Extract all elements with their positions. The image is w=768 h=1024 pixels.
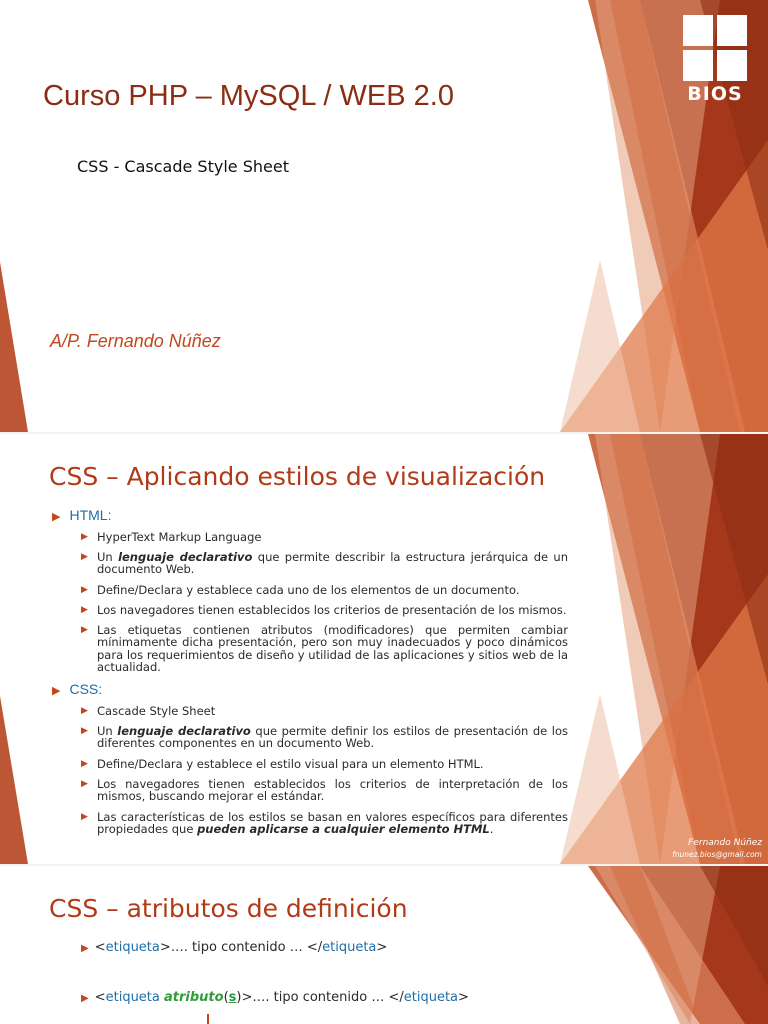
slide-heading: CSS – atributos de definición xyxy=(49,894,408,923)
list-item: ▶ Los navegadores tienen establecidos los criterios de interpretación de los mismos, buscando mejorar el estándar. xyxy=(81,777,568,804)
list-item: ▶ Los navegadores tienen establecidos los criterios de presentación de los mismos. xyxy=(81,603,567,617)
bullet-triangle-icon: ▶ xyxy=(81,585,88,595)
bullet-triangle-icon: ▶ xyxy=(52,511,61,523)
slide-heading: CSS – Aplicando estilos de visualización xyxy=(49,462,546,491)
presentation-title: Curso PHP – MySQL / WEB 2.0 xyxy=(43,80,454,112)
logo-text: BIOS xyxy=(687,83,743,105)
list-item: ▶ HyperText Markup Language xyxy=(81,530,262,544)
pointer-line xyxy=(207,1014,209,1024)
bios-logo xyxy=(683,15,747,105)
slide-css-attributes xyxy=(0,866,768,1024)
list-item: ▶ Define/Declara y establece el estilo visual para un elemento HTML. xyxy=(81,757,484,771)
bullet-triangle-icon: ▶ xyxy=(81,812,88,822)
bullet-triangle-icon: ▶ xyxy=(81,726,88,736)
bullet-triangle-icon: ▶ xyxy=(81,759,88,769)
bullet-triangle-icon: ▶ xyxy=(81,706,88,716)
list-item: ▶ Cascade Style Sheet xyxy=(81,704,216,718)
footer-email: fnunez.bios@gmail.com xyxy=(672,850,762,859)
bullet-triangle-icon: ▶ xyxy=(81,993,89,1004)
syntax-example-attributes: ▶ <etiqueta atributo(s)>…. tipo contenido … </etiqueta> xyxy=(81,990,469,1005)
section-heading-css: ▶ CSS: xyxy=(52,681,103,697)
slide-title xyxy=(0,0,768,432)
footer-name: Fernando Núñez xyxy=(688,838,762,848)
bullet-triangle-icon: ▶ xyxy=(81,532,88,542)
presentation-subtitle: CSS - Cascade Style Sheet xyxy=(77,157,289,176)
list-item: ▶ Un lenguaje declarativo que permite definir los estilos de presentación de los diferentes componentes en un documento Web. xyxy=(81,724,568,751)
slide-css-styles xyxy=(0,434,768,864)
list-item: ▶ Las etiquetas contienen atributos (modificadores) que permiten cambiar mínimamente dicha presentación, pero son muy inadecuados y poco dinámicos para los requerimientos de diseño y utilidad de las aplicaciones y sitios web de la actualidad. xyxy=(81,623,568,674)
bullet-triangle-icon: ▶ xyxy=(52,685,61,697)
bullet-triangle-icon: ▶ xyxy=(81,779,88,789)
bullet-triangle-icon: ▶ xyxy=(81,625,88,635)
list-item: ▶ Define/Declara y establece cada uno de los elementos de un documento. xyxy=(81,583,520,597)
slide-decoration xyxy=(0,0,768,432)
logo-grid-icon xyxy=(683,15,747,81)
bullet-triangle-icon: ▶ xyxy=(81,605,88,615)
list-item: ▶ Un lenguaje declarativo que permite describir la estructura jerárquica de un documento Web. xyxy=(81,550,568,577)
syntax-example-basic: ▶ <etiqueta>…. tipo contenido … </etiqueta> xyxy=(81,940,388,955)
author-name: A/P. Fernando Núñez xyxy=(50,331,221,351)
list-item: ▶ Las características de los estilos se basan en valores específicos para diferentes propiedades que pueden aplicarse a cualquier elemento HTML. xyxy=(81,810,568,837)
bullet-triangle-icon: ▶ xyxy=(81,943,89,954)
section-heading-html: ▶ HTML: xyxy=(52,507,112,523)
bullet-triangle-icon: ▶ xyxy=(81,552,88,562)
